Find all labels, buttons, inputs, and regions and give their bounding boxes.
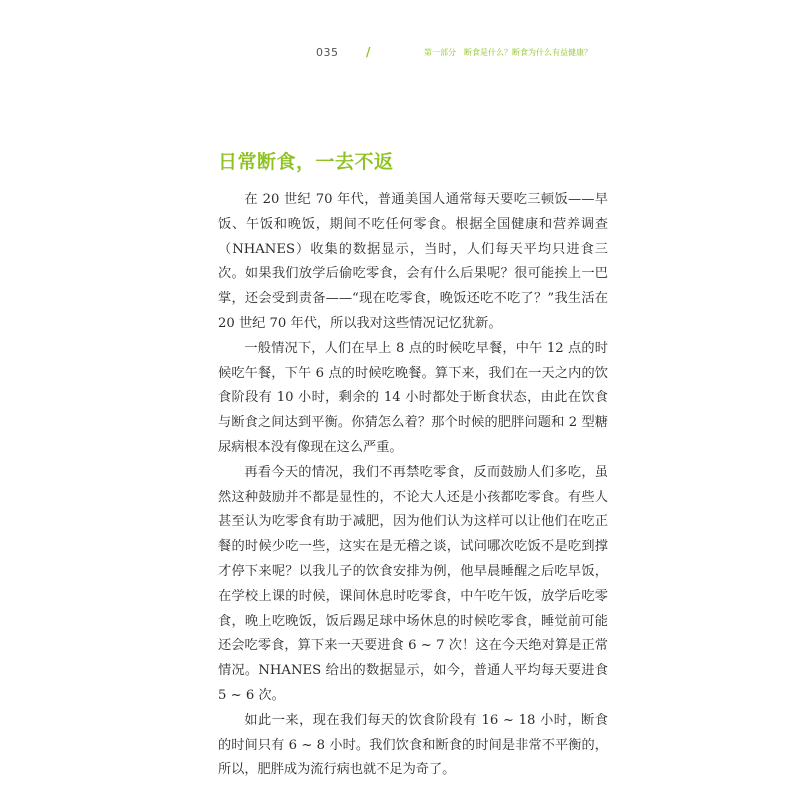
paragraph-1: 在 20 世纪 70 年代，普通美国人通常每天要吃三顿饭——早饭、午饭和晚饭，期间不吃任何零食。根据全国健康和营养调查（NHANES）收集的数据显示，当时，人们每天平均只进食三次。如果我们放学后偷吃零食，会有什么后果呢？很可能挨上一巴掌，还会受到责备——“现在吃零食，晚饭还吃不吃了？”我生活在 20 世纪 70 年代，所以我对这些情况记忆犹新。 [218,192,608,331]
page-header [0,46,800,62]
running-head: 第一部分 断食是什么？断食为什么有益健康？ [424,48,592,57]
paragraph-3: 再看今天的情况，我们不再禁吃零食，反而鼓励人们多吃，虽然这种鼓励并不都是显性的，不论大人还是小孩都吃零食。有些人甚至认为吃零食有助于减肥，因为他们认为这样可以让他们在吃正餐的时候少吃一些，这实在是无稽之谈，试问哪次吃饭不是吃到撑才停下来呢？以我儿子的饮食安排为例，他早晨睡醒之后吃早饭，在学校上课的时候，课间休息时吃零食，中午吃午饭，放学后吃零食，晚上吃晚饭，饭后踢足球中场休息的时候吃零食，睡觉前可能还会吃零食，算下来一天要进食 6 ~ 7 次！这在今天绝对算是正常情况。NHANES 给出的数据显示，如今，普通人平均每天要进食 5 ~ 6 次。 [218,464,608,703]
header-divider-slash: / [366,45,371,59]
paragraph-2: 一般情况下，人们在早上 8 点的时候吃早餐，中午 12 点的时候吃午餐，下午 6 点的时候吃晚餐。算下来，我们在一天之内的饮食阶段有 10 小时，剩余的 14 小时都处于断食状态，由此在饮食与断食之间达到平衡。你猜怎么着？那个时候的肥胖问题和 2 型糖尿病根本没有像现在这么严重。 [218,340,608,455]
page-number: 035 [316,46,339,59]
body-text [218,188,608,783]
paragraph-4: 如此一来，现在我们每天的饮食阶段有 16 ~ 18 小时，断食的时间只有 6 ~ 8 小时。我们饮食和断食的时间是非常不平衡的，所以，肥胖成为流行病也就不足为奇了。 [218,712,608,778]
section-title: 日常断食，一去不返 [218,151,394,173]
